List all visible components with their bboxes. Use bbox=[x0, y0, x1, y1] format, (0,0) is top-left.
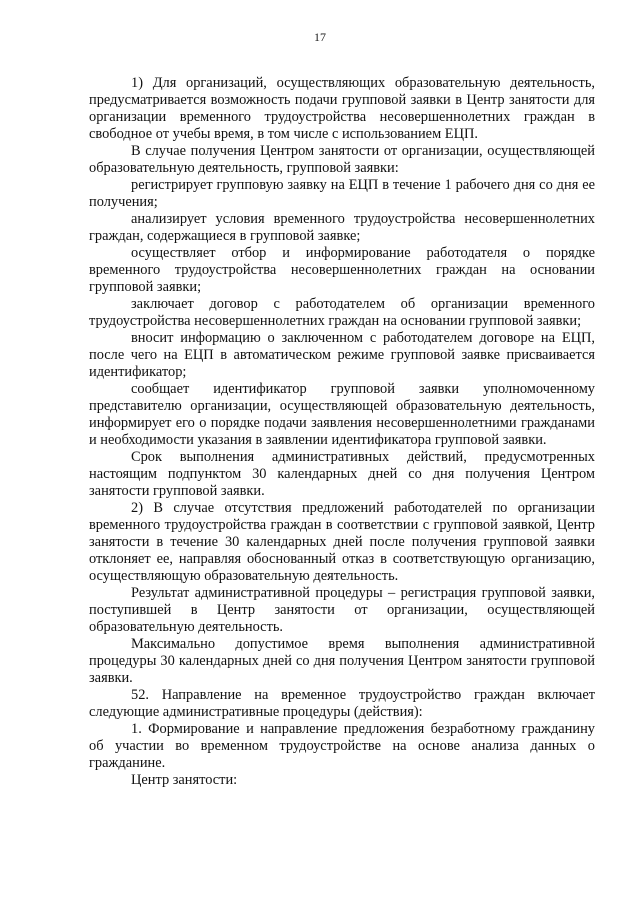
paragraph: 2) В случае отсутствия предложений работодателей по организации временного трудоустройства граждан в соответствии с групповой заявкой, Центр занятости в течение 30 календарных дней после получения групповой заявки отклоняет ее, направляя обоснованный отказ в соответствующую организацию, осуществляющую образовательную деятельность. bbox=[89, 500, 595, 584]
paragraph: осуществляет отбор и информирование работодателя о порядке временного трудоустройства несовершеннолетних граждан на основании групповой заявки; bbox=[89, 245, 595, 295]
paragraph: регистрирует групповую заявку на ЕЦП в течение 1 рабочего дня со дня ее получения; bbox=[89, 177, 595, 210]
paragraph: 52. Направление на временное трудоустройство граждан включает следующие административные процедуры (действия): bbox=[89, 687, 595, 720]
paragraph: Центр занятости: bbox=[131, 772, 238, 788]
document-body bbox=[89, 75, 595, 789]
paragraph: Результат административной процедуры – регистрация групповой заявки, поступившей в Центр занятости от организации, осуществляющей образовательную деятельность. bbox=[89, 585, 595, 635]
page-number: 17 bbox=[314, 30, 326, 44]
paragraph: Максимально допустимое время выполнения административной процедуры 30 календарных дней со дня получения Центром занятости групповой заявки. bbox=[89, 636, 595, 686]
paragraph: заключает договор с работодателем об организации временного трудоустройства несовершеннолетних граждан на основании групповой заявки; bbox=[89, 296, 595, 329]
paragraph: анализирует условия временного трудоустройства несовершеннолетних граждан, содержащиеся в групповой заявке; bbox=[89, 211, 595, 244]
paragraph: вносит информацию о заключенном с работодателем договоре на ЕЦП, после чего на ЕЦП в автоматическом режиме групповой заявке присваивается идентификатор; bbox=[89, 330, 595, 380]
paragraph: Срок выполнения административных действий, предусмотренных настоящим подпунктом 30 календарных дней со дня получения Центром занятости групповой заявки. bbox=[89, 449, 595, 499]
paragraph: сообщает идентификатор групповой заявки уполномоченному представителю организации, осуществляющей образовательную деятельность, информирует его о порядке подачи заявления несовершеннолетними гражданами и необходимости указания в заявлении идентификатора групповой заявки. bbox=[89, 381, 595, 448]
paragraph: 1. Формирование и направление предложения безработному гражданину об участии во временном трудоустройстве на основе анализа данных о гражданине. bbox=[89, 721, 595, 771]
paragraph: 1) Для организаций, осуществляющих образовательную деятельность, предусматривается возможность подачи групповой заявки в Центр занятости для организации временного трудоустройства несовершеннолетних граждан в свободное от учебы время, в том числе с использованием ЕЦП. bbox=[89, 75, 595, 142]
paragraph: В случае получения Центром занятости от организации, осуществляющей образовательную деятельность, групповой заявки: bbox=[89, 143, 595, 176]
